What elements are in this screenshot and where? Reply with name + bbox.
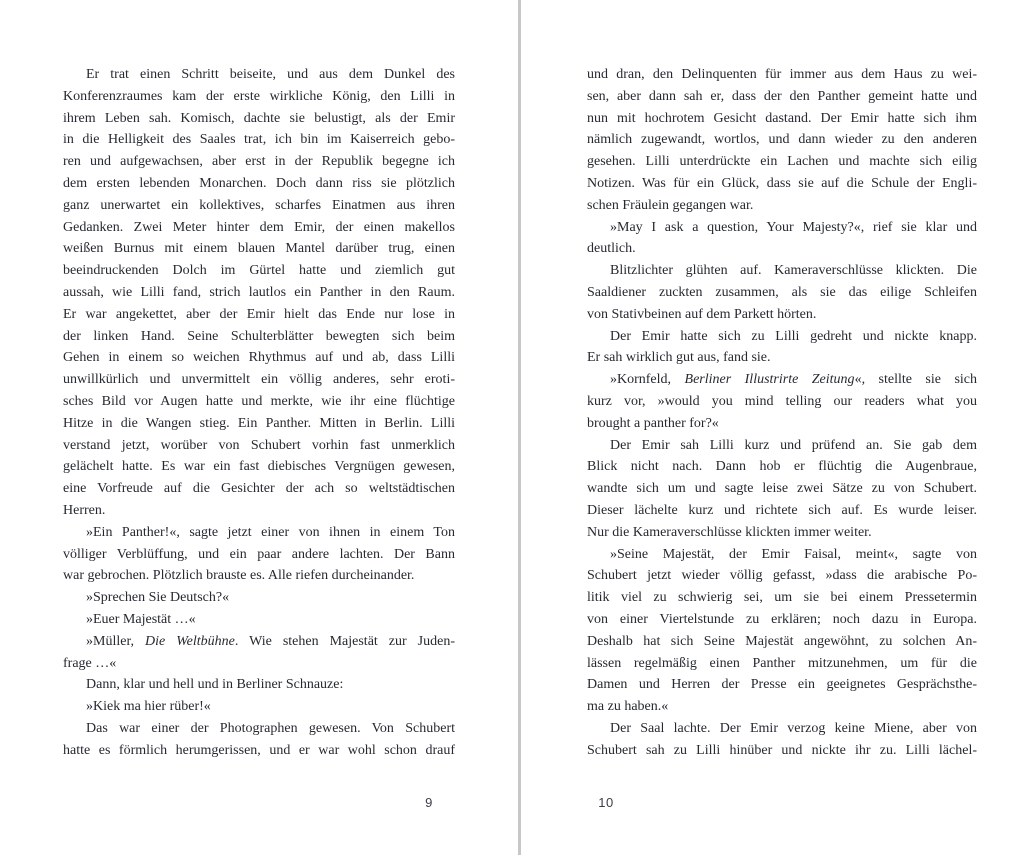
text-line xyxy=(63,653,455,675)
text-segment: Notizen. Was für ein Glück, dass sie auf die Schule der Engli- xyxy=(587,175,977,191)
text-segment: Hitze in die Wangen stieg. Ein Panther. Mitten in Berlin. Lilli xyxy=(63,415,455,431)
text-segment: Der Emir hatte sich zu Lilli gedreht und nickte knapp. xyxy=(610,328,977,344)
text-line xyxy=(587,129,977,151)
book-title-italic: Berliner Illustrirte Zeitung xyxy=(684,372,855,388)
text-line xyxy=(587,64,977,86)
text-segment: »Sprechen Sie Deutsch?« xyxy=(86,590,230,606)
text-segment: aussah, wie Lilli fand, strich lautlos ein Panther in den Raum. xyxy=(63,284,455,300)
text-line xyxy=(63,151,455,173)
text-line xyxy=(587,609,977,631)
text-line xyxy=(63,478,455,500)
text-segment: Der Emir sah Lilli kurz und prüfend an. Sie gab dem xyxy=(610,437,977,453)
page-left-text xyxy=(63,64,455,762)
text-line xyxy=(587,565,977,587)
text-line xyxy=(587,478,977,500)
text-segment: ihrem Leben sah. Komisch, dachte sie belustigt, als der Emir xyxy=(63,110,455,126)
text-line xyxy=(63,544,455,566)
text-segment: Konferenzraumes kam der erste wirkliche König, den Lilli in xyxy=(63,88,455,104)
text-line xyxy=(63,609,455,631)
text-segment: wandte sich um und sagte leise zwei Sätze zu von Schubert. xyxy=(587,481,977,497)
text-line xyxy=(587,522,977,544)
text-segment: von einer Viertelstunde zu erklären; noch dazu in Europa. xyxy=(587,611,977,627)
text-segment: und dran, den Delinquenten für immer aus dem Haus zu wei- xyxy=(587,67,977,82)
text-line xyxy=(63,369,455,391)
text-line xyxy=(587,456,977,478)
page-right-text xyxy=(587,64,977,762)
text-line xyxy=(63,64,455,86)
text-segment: sen, aber dann sah er, dass der den Panther gemeint hatte und xyxy=(587,88,977,104)
text-line xyxy=(587,674,977,696)
text-line xyxy=(587,369,977,391)
text-line xyxy=(63,238,455,260)
text-segment: litik viel zu schwierig sei, um sie bei einem Pressetermin xyxy=(587,590,977,606)
text-line xyxy=(587,326,977,348)
text-line xyxy=(63,696,455,718)
text-line xyxy=(587,260,977,282)
text-segment: »Kornfeld, xyxy=(610,372,685,388)
page-number-left: 9 xyxy=(425,795,433,810)
text-line xyxy=(587,413,977,435)
text-line xyxy=(587,173,977,195)
text-segment: Das war einer der Photographen gewesen. Von Schubert xyxy=(86,720,455,736)
text-segment: »May I ask a question, Your Majesty?«, rief sie klar und xyxy=(610,219,977,235)
text-segment: »Ein Panther!«, sagte jetzt einer von ihnen in einem Ton xyxy=(86,524,455,540)
text-segment: von Stativbeinen auf dem Parkett hörten. xyxy=(587,306,817,322)
text-segment: Schubert sah zu Lilli hinüber und nickte ihr zu. Lilli lächel- xyxy=(587,742,977,758)
text-line xyxy=(63,195,455,217)
text-segment: sches Bild vor Augen hatte und merkte, wie ihr eine flüchtige xyxy=(63,393,455,409)
text-segment: Gehen in einem so weichen Rhythmus auf und ab, dass Lilli xyxy=(63,350,455,366)
text-line xyxy=(587,544,977,566)
text-segment: . Wie stehen Majestät zur Juden- xyxy=(234,633,455,649)
text-line xyxy=(63,587,455,609)
text-line xyxy=(587,304,977,326)
text-segment: »Müller, xyxy=(86,633,146,649)
text-segment: ganz unerwartet ein kollektives, scharfes Einatmen aus ihren xyxy=(63,197,455,213)
text-segment: gesehen. Lilli unterdrückte ein Lachen und machte sich eilig xyxy=(587,154,977,170)
text-segment: brought a panther for?« xyxy=(587,415,719,431)
text-segment: nun mit hochrotem Gesicht dastand. Der Emir hatte sich ihm xyxy=(587,110,977,126)
text-line xyxy=(63,304,455,326)
text-line xyxy=(63,631,455,653)
text-line xyxy=(63,173,455,195)
text-line xyxy=(587,435,977,457)
text-segment: »Seine Majestät, der Emir Faisal, meint«, sagte von xyxy=(610,546,977,562)
text-segment: Blick nicht nach. Dann hob er flüchtig die Augenbraue, xyxy=(587,459,977,475)
text-segment: Dann, klar und hell und in Berliner Schnauze: xyxy=(86,677,344,693)
text-line xyxy=(63,86,455,108)
text-line xyxy=(587,391,977,413)
text-segment: beeindruckenden Dolch im Gürtel hatte und ziemlich gut xyxy=(63,263,455,279)
text-segment: Dieser lächelte kurz und richtete sich auf. Es wurde leiser. xyxy=(587,502,977,518)
text-segment: Deshalb hat sich Seine Majestät angewöhnt, zu solchen An- xyxy=(587,633,977,649)
page-number-right: 10 xyxy=(598,795,614,810)
text-segment: Damen und Herren der Presse ein geeignetes Gesprächsthe- xyxy=(587,677,977,693)
text-segment: nämlich zugewandt, wortlos, und dann wieder zu den anderen xyxy=(587,132,977,148)
text-line xyxy=(587,217,977,239)
text-segment: Schubert jetzt wieder völlig gefasst, »dass die arabische Po- xyxy=(587,568,977,584)
text-line xyxy=(63,674,455,696)
text-segment: ren und aufgewachsen, aber erst in der Republik begegne ich xyxy=(63,154,455,170)
text-line xyxy=(587,587,977,609)
text-segment: Saaldiener zuckten zusammen, als sie das eilige Schleifen xyxy=(587,284,977,300)
text-segment: Er war angekettet, aber der Emir hielt das Ende nur lose in xyxy=(63,306,455,322)
text-line xyxy=(587,108,977,130)
book-title-italic: Die Weltbühne xyxy=(145,633,235,649)
text-line xyxy=(63,282,455,304)
text-line xyxy=(587,347,977,369)
text-segment: Herren. xyxy=(63,502,106,518)
text-line xyxy=(587,500,977,522)
text-segment: kurz vor, »would you mind telling our readers what you xyxy=(587,393,977,409)
text-line xyxy=(63,565,455,587)
text-line xyxy=(587,282,977,304)
text-line xyxy=(63,217,455,239)
text-line xyxy=(63,740,455,762)
text-line xyxy=(587,696,977,718)
text-line xyxy=(587,86,977,108)
text-line xyxy=(63,347,455,369)
text-segment: »Kiek ma hier rüber!« xyxy=(86,699,211,715)
text-segment: gelächelt hatte. Es war ein fast diebisches Vergnügen gewesen, xyxy=(63,459,455,475)
text-segment: weißen Burnus mit einem blauen Mantel darüber trug, einen xyxy=(63,241,455,257)
text-line xyxy=(63,391,455,413)
text-line xyxy=(63,718,455,740)
text-line xyxy=(587,718,977,740)
text-segment: unwillkürlich und unvermittelt ein völlig anderes, sehr eroti- xyxy=(63,372,455,388)
text-line xyxy=(587,151,977,173)
text-segment: «, stellte sie sich xyxy=(854,372,977,388)
text-segment: schen Fräulein gegangen war. xyxy=(587,197,754,213)
text-segment: Nur die Kameraverschlüsse klickten immer weiter. xyxy=(587,524,872,540)
text-line xyxy=(63,435,455,457)
text-segment: Blitzlichter glühten auf. Kameraverschlüsse klickten. Die xyxy=(610,263,977,279)
text-line xyxy=(63,260,455,282)
text-line xyxy=(587,238,977,260)
text-line xyxy=(63,108,455,130)
text-segment: frage …« xyxy=(63,655,117,671)
text-line xyxy=(63,326,455,348)
text-segment: Der Saal lachte. Der Emir verzog keine Miene, aber von xyxy=(610,720,977,736)
text-line xyxy=(587,653,977,675)
text-line xyxy=(63,500,455,522)
text-segment: Er sah wirklich gut aus, fand sie. xyxy=(587,350,771,366)
text-line xyxy=(63,129,455,151)
text-segment: Er trat einen Schritt beiseite, und aus dem Dunkel des xyxy=(86,67,455,82)
text-line xyxy=(63,456,455,478)
text-segment: der linken Hand. Seine Schulterblätter bewegten sich beim xyxy=(63,328,455,344)
text-segment: ma zu haben.« xyxy=(587,699,669,715)
text-line xyxy=(587,631,977,653)
text-line xyxy=(587,740,977,762)
text-segment: deutlich. xyxy=(587,241,636,257)
text-segment: völliger Verblüffung, und ein paar andere lachten. Der Bann xyxy=(63,546,455,562)
text-segment: eine Vorfreude auf die Gesichter der ach so weltstädtischen xyxy=(63,481,455,497)
text-segment: hatte es förmlich herumgerissen, und er war wohl schon drauf xyxy=(63,742,455,758)
text-segment: »Euer Majestät …« xyxy=(86,611,196,627)
text-segment: Gedanken. Zwei Meter hinter dem Emir, der einen makellos xyxy=(63,219,455,235)
text-segment: war gebrochen. Plötzlich brauste es. Alle riefen durcheinander. xyxy=(63,568,415,584)
text-line xyxy=(63,522,455,544)
text-line xyxy=(587,195,977,217)
text-segment: verstand jetzt, worüber von Schubert vorhin fast unmerklich xyxy=(63,437,455,453)
text-segment: dem ersten lebenden Monarchen. Doch dann riss sie plötzlich xyxy=(63,175,455,191)
text-segment: lässen regelmäßig einen Panther mitzunehmen, um für die xyxy=(587,655,977,671)
text-segment: in die Helligkeit des Saales trat, ich bin im Kaiserreich gebo- xyxy=(63,132,455,148)
page-divider xyxy=(518,0,521,855)
text-line xyxy=(63,413,455,435)
